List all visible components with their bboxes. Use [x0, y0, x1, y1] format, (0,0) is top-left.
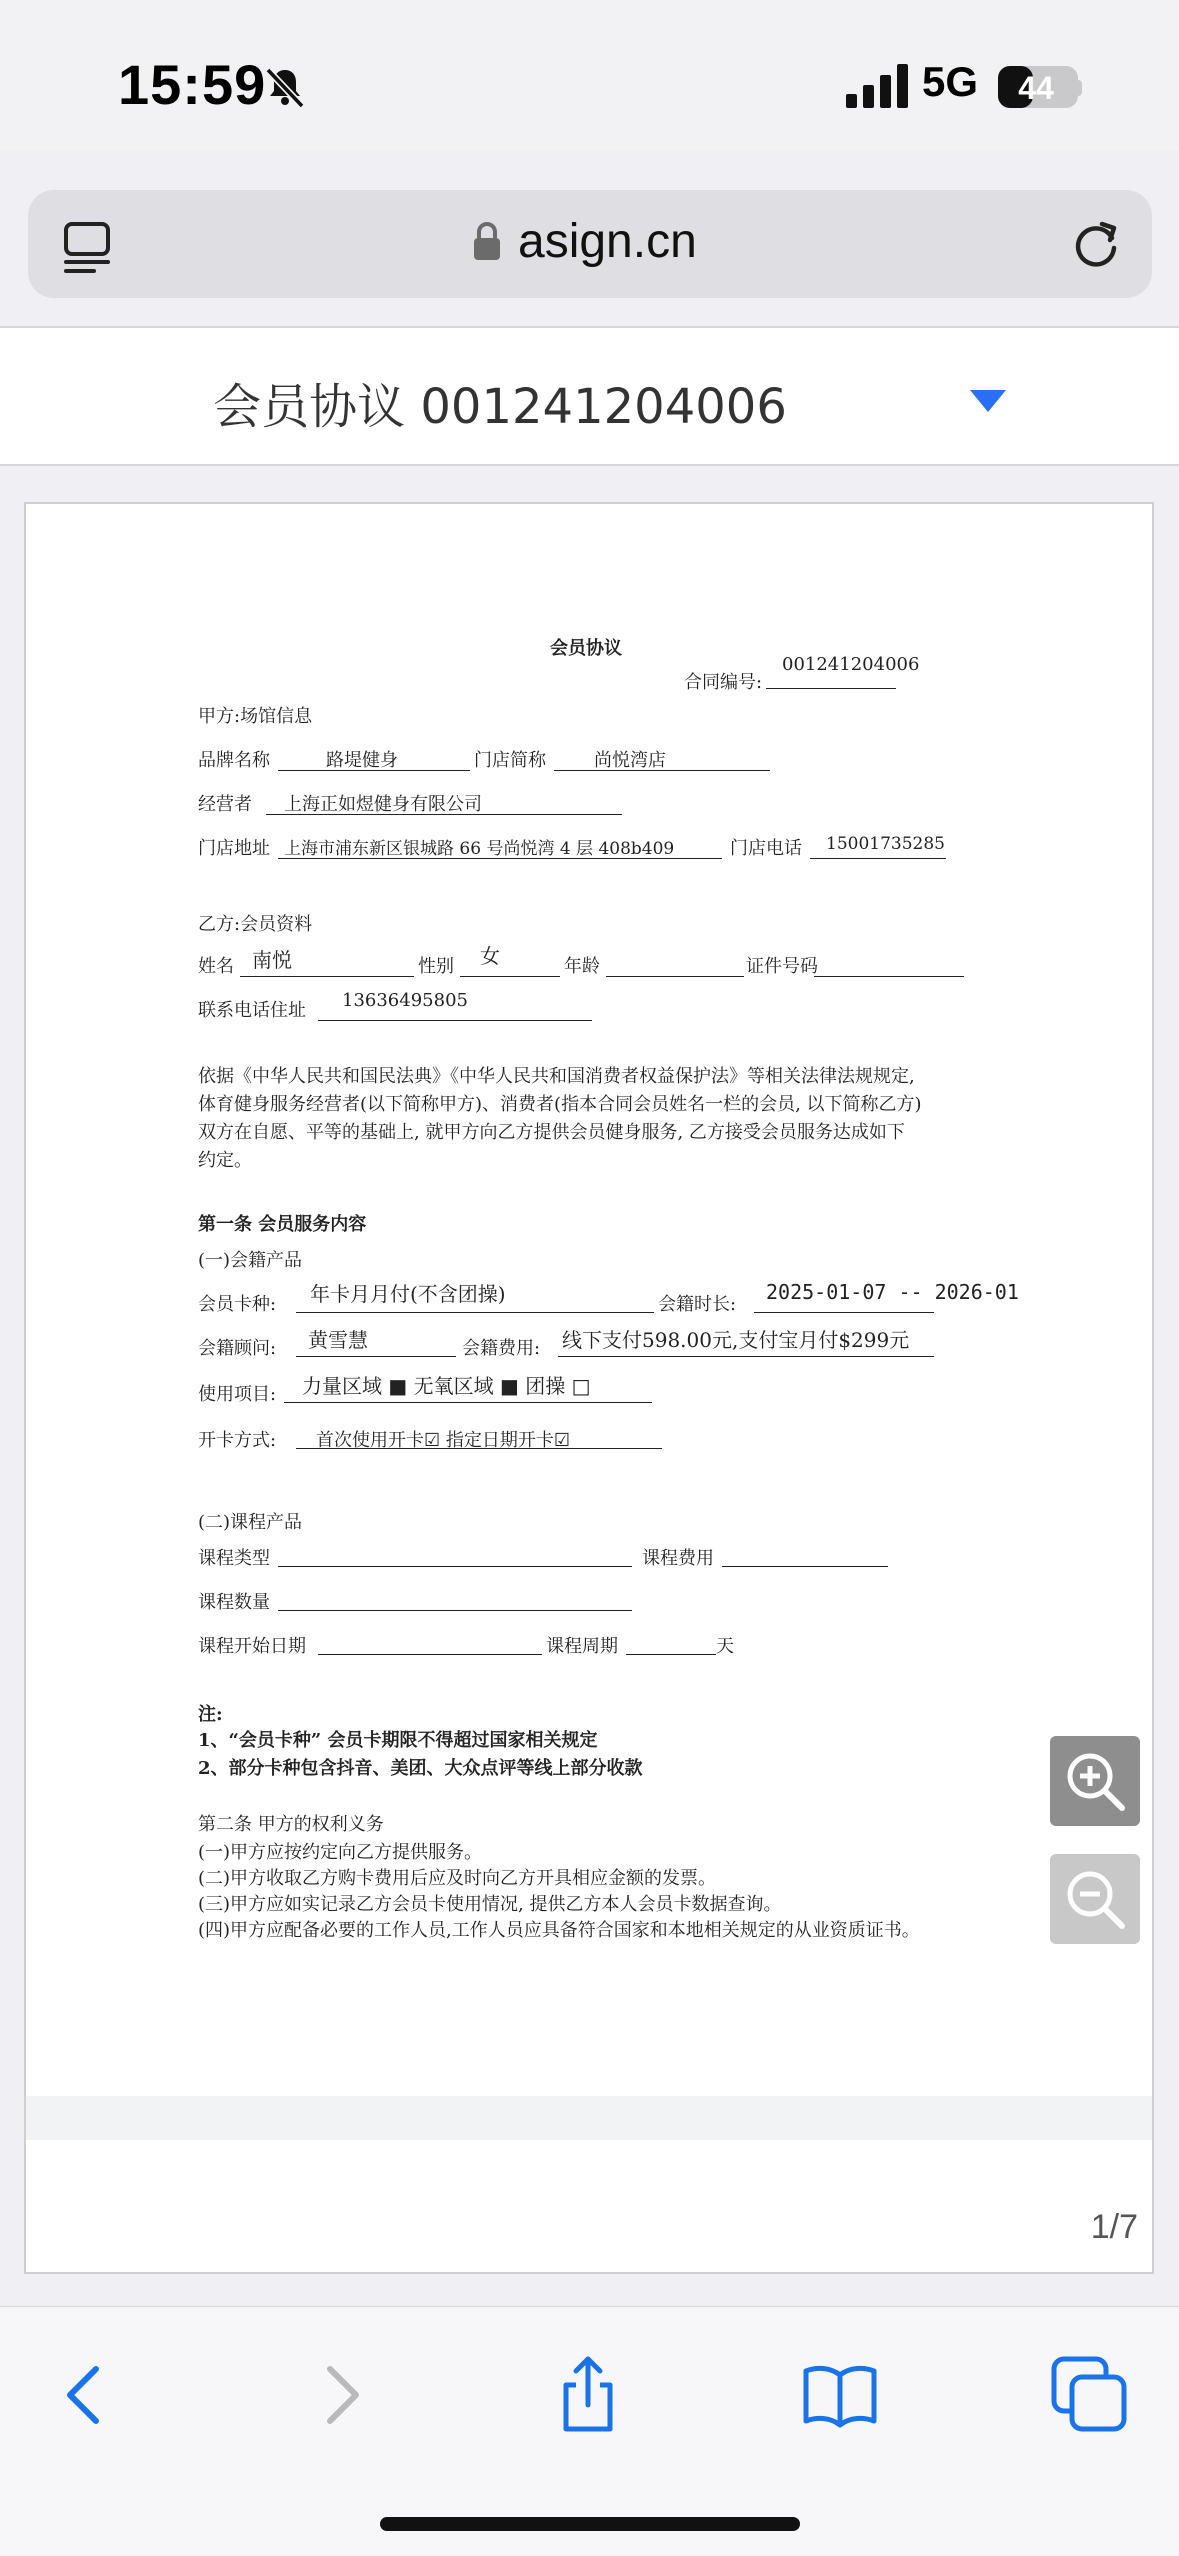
page-menu-icon[interactable]	[62, 218, 114, 274]
note-2: 2、部分卡种包含抖音、美团、大众点评等线上部分收款	[198, 1758, 643, 1779]
forward-chevron-icon[interactable]	[300, 2355, 380, 2435]
advisor-label: 会籍顾问:	[198, 1338, 277, 1359]
duration-line	[754, 1312, 934, 1313]
name-line	[240, 976, 414, 977]
course-period-unit: 天	[716, 1636, 734, 1657]
operator-value: 上海正如煜健身有限公司	[284, 794, 482, 815]
gender-label: 性别	[418, 956, 454, 977]
course-fee-line	[722, 1566, 888, 1567]
items-label: 使用项目:	[198, 1384, 277, 1405]
id-label: 证件号码	[746, 956, 818, 977]
id-line	[814, 976, 964, 977]
items-value: 力量区域 ■ 无氧区域 ■ 团操 □	[302, 1374, 591, 1398]
name-label: 姓名	[198, 956, 234, 977]
fee-value: 线下支付598.00元,支付宝月付$299元	[562, 1328, 910, 1352]
reload-icon[interactable]	[1068, 216, 1124, 272]
dropdown-triangle-icon[interactable]	[968, 388, 1008, 414]
bookmarks-icon[interactable]	[800, 2355, 880, 2435]
status-time: 15:59	[118, 53, 267, 116]
battery-cap	[1076, 80, 1082, 96]
address-value: 上海市浦东新区银城路 66 号尚悦湾 4 层 408b409	[284, 839, 675, 859]
cellular-signal-icon	[846, 64, 908, 108]
course-start-line	[318, 1654, 542, 1655]
zoom-out-button[interactable]	[1050, 1854, 1140, 1944]
age-line	[606, 976, 744, 977]
page-indicator: 1/7	[1090, 2208, 1138, 2246]
course-subheading: (二)课程产品	[198, 1512, 303, 1533]
article2-line-1: (一)甲方应按约定向乙方提供服务。	[198, 1842, 483, 1863]
note-1: 1、“会员卡种” 会员卡期限不得超过国家相关规定	[198, 1730, 598, 1751]
zoom-in-button[interactable]	[1050, 1736, 1140, 1826]
document-header	[0, 326, 1179, 466]
contact-value: 13636495805	[342, 990, 468, 1011]
tabs-icon[interactable]	[1050, 2355, 1130, 2435]
course-fee-label: 课程费用	[642, 1548, 714, 1569]
status-bar	[0, 0, 1179, 150]
page-title: 会员协议	[550, 638, 622, 659]
store-value: 尚悦湾店	[594, 750, 666, 771]
phone-line	[810, 858, 946, 859]
document-viewer[interactable]	[24, 502, 1154, 2274]
fee-line	[558, 1356, 934, 1357]
open-label: 开卡方式:	[198, 1430, 277, 1451]
url-text[interactable]: asign.cn	[518, 215, 697, 268]
contact-label: 联系电话住址	[198, 1000, 306, 1021]
zoom-out-icon	[1064, 1868, 1126, 1930]
card-type-value: 年卡月月付(不含团操)	[310, 1282, 506, 1306]
name-value: 南悦	[252, 948, 292, 972]
duration-label: 会籍时长:	[658, 1294, 737, 1315]
advisor-value: 黄雪慧	[308, 1328, 368, 1352]
network-type: 5G	[922, 58, 979, 105]
gender-value: 女	[480, 944, 500, 968]
bell-muted-icon	[262, 64, 308, 110]
browser-toolbar	[0, 2306, 1179, 2556]
back-chevron-icon[interactable]	[46, 2355, 126, 2435]
course-qty-line	[278, 1610, 632, 1611]
party-b-heading: 乙方:会员资料	[198, 914, 313, 935]
intro-line-4: 约定。	[198, 1150, 252, 1171]
contract-page	[26, 504, 1152, 2096]
article2-heading: 第二条 甲方的权利义务	[198, 1814, 384, 1835]
article2-line-3: (三)甲方应如实记录乙方会员卡使用情况, 提供乙方本人会员卡数据查询。	[198, 1894, 782, 1915]
membership-subheading: (一)会籍产品	[198, 1250, 303, 1271]
gender-line	[460, 976, 560, 977]
contract-no-line	[766, 688, 896, 689]
note-label: 注:	[198, 1704, 223, 1725]
brand-value: 路堤健身	[326, 750, 398, 771]
article1-heading: 第一条 会员服务内容	[198, 1214, 367, 1235]
home-indicator	[380, 2517, 800, 2531]
share-icon[interactable]	[548, 2355, 628, 2435]
card-type-line	[296, 1312, 654, 1313]
course-type-line	[278, 1566, 632, 1567]
fee-label: 会籍费用:	[462, 1338, 541, 1359]
open-value: 首次使用开卡☑ 指定日期开卡☑	[316, 1430, 570, 1451]
course-type-label: 课程类型	[198, 1548, 270, 1569]
age-label: 年龄	[564, 956, 600, 977]
contract-no-value: 001241204006	[782, 654, 920, 675]
course-qty-label: 课程数量	[198, 1592, 270, 1613]
lock-icon	[472, 222, 502, 262]
phone-label: 门店电话	[730, 838, 802, 859]
card-type-label: 会员卡种:	[198, 1294, 277, 1315]
article2-line-4: (四)甲方应配备必要的工作人员,工作人员应具备符合国家和本地相关规定的从业资质证书。	[198, 1920, 920, 1941]
operator-label: 经营者	[198, 794, 252, 815]
course-period-label: 课程周期	[546, 1636, 618, 1657]
article2-line-2: (二)甲方收取乙方购卡费用后应及时向乙方开具相应金额的发票。	[198, 1868, 717, 1889]
page-separator	[26, 2096, 1152, 2140]
zoom-in-icon	[1064, 1750, 1126, 1812]
course-start-label: 课程开始日期	[198, 1636, 306, 1657]
intro-line-2: 体育健身服务经营者(以下简称甲方)、消费者(指本合同会员姓名一栏的会员, 以下简称乙方)	[198, 1094, 922, 1115]
store-label: 门店简称	[474, 750, 546, 771]
battery-icon	[998, 66, 1078, 108]
phone-value: 15001735285	[826, 834, 945, 854]
address-label: 门店地址	[198, 838, 270, 859]
document-title: 会员协议 001241204006	[213, 379, 787, 435]
brand-label: 品牌名称	[198, 750, 270, 771]
items-line	[284, 1402, 652, 1403]
address-bar[interactable]	[28, 190, 1152, 298]
battery-percent: 44	[1018, 70, 1054, 106]
advisor-line	[296, 1356, 456, 1357]
course-period-line	[626, 1654, 716, 1655]
duration-value: 2025-01-07 -- 2026-01	[766, 1280, 1019, 1304]
intro-line-1: 依据《中华人民共和国民法典》《中华人民共和国消费者权益保护法》等相关法律法规规定,	[198, 1066, 915, 1087]
party-a-heading: 甲方:场馆信息	[198, 706, 313, 727]
intro-line-3: 双方在自愿、平等的基础上, 就甲方向乙方提供会员健身服务, 乙方接受会员服务达成如下	[198, 1122, 905, 1143]
contract-no-label: 合同编号:	[684, 672, 763, 693]
contact-line	[318, 1020, 592, 1021]
